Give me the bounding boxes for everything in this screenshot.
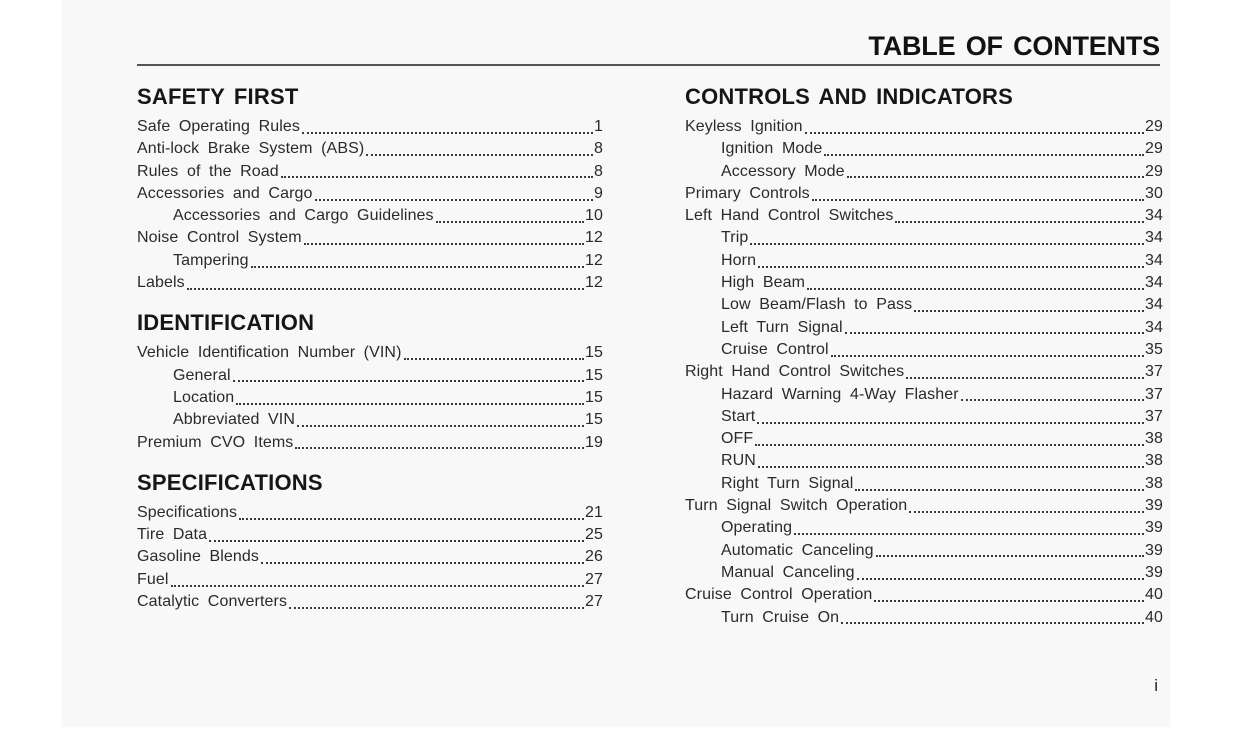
toc-entry-page: 15 xyxy=(585,388,603,406)
toc-entry-label: Noise Control System xyxy=(137,229,302,247)
dot-leader xyxy=(436,205,584,223)
dot-leader xyxy=(906,361,1144,379)
toc-entry xyxy=(685,540,1163,562)
toc-entry xyxy=(685,361,1163,383)
toc-entry xyxy=(137,591,603,613)
section-heading: SAFETY FIRST xyxy=(137,84,299,109)
dot-leader xyxy=(755,428,1144,446)
toc-entry-label: General xyxy=(173,366,231,384)
toc-entry xyxy=(685,584,1163,606)
toc-entry-label: Cruise Control Operation xyxy=(685,586,873,604)
dot-leader xyxy=(295,432,584,450)
toc-entry xyxy=(685,450,1163,472)
dot-leader xyxy=(874,584,1144,602)
toc-entry-label: Low Beam/Flash to Pass xyxy=(721,296,913,314)
toc-entry-label: Specifications xyxy=(137,503,238,521)
dot-leader xyxy=(961,384,1144,402)
toc-entry-label: Rules of the Road xyxy=(137,162,279,180)
toc-entry-label: Left Hand Control Switches xyxy=(685,207,894,225)
toc-entry xyxy=(137,138,603,160)
toc-entry-label: Premium CVO Items xyxy=(137,433,294,451)
toc-entry-page: 27 xyxy=(585,593,603,611)
section-heading: IDENTIFICATION xyxy=(137,310,315,336)
toc-entry-page: 26 xyxy=(585,548,603,566)
toc-entry-page: 12 xyxy=(585,229,603,247)
toc-entry-label: Abbreviated VIN xyxy=(173,411,296,429)
toc-entry-page: 8 xyxy=(594,162,603,180)
toc-entry-label: Manual Canceling xyxy=(721,563,855,581)
dot-leader xyxy=(233,365,584,383)
toc-entry xyxy=(137,409,603,431)
toc-entry xyxy=(137,205,603,227)
toc-entry-label: High Beam xyxy=(721,274,806,292)
toc-entry xyxy=(685,138,1163,160)
toc-entry-label: Keyless Ignition xyxy=(685,118,803,135)
toc-entry-label: Hazard Warning 4-Way Flasher xyxy=(721,385,959,403)
toc-entry-page: 19 xyxy=(585,433,603,451)
toc-entry-label: Horn xyxy=(721,251,757,269)
toc-entry-label: Catalytic Converters xyxy=(137,593,288,611)
dot-leader xyxy=(805,116,1144,134)
toc-entry xyxy=(685,272,1163,294)
toc-entry-label: Tire Data xyxy=(137,526,208,544)
dot-leader xyxy=(876,540,1144,558)
toc-entry-label: Safe Operating Rules xyxy=(137,118,300,135)
toc-entry xyxy=(137,546,603,568)
title-rule xyxy=(137,64,1160,66)
toc-entry xyxy=(685,562,1163,584)
toc-entry xyxy=(137,250,603,272)
toc-entry-page: 29 xyxy=(1145,118,1163,135)
toc-entry xyxy=(137,183,603,205)
toc-entry-label: Fuel xyxy=(137,570,169,588)
toc-entry-label: Accessory Mode xyxy=(721,162,845,180)
dot-leader xyxy=(895,205,1144,223)
dot-leader xyxy=(847,161,1144,179)
toc-entry-label: Gasoline Blends xyxy=(137,548,260,566)
toc-entry-page: 34 xyxy=(1145,207,1163,225)
toc-entry-page: 15 xyxy=(585,366,603,384)
dot-leader xyxy=(304,227,584,245)
toc-entry xyxy=(685,495,1163,517)
toc-entry-page: 34 xyxy=(1145,251,1163,269)
toc-entry-page: 38 xyxy=(1145,452,1163,470)
toc-entry-page: 34 xyxy=(1145,274,1163,292)
toc-entry-page: 39 xyxy=(1145,541,1163,559)
toc-entry-label: Primary Controls xyxy=(685,184,810,202)
dot-leader xyxy=(171,569,584,587)
toc-entry-label: Operating xyxy=(721,519,793,537)
dot-leader xyxy=(845,317,1144,335)
toc-entry xyxy=(685,161,1163,183)
toc-entry-page: 29 xyxy=(1145,140,1163,158)
dot-leader xyxy=(758,250,1144,268)
toc-entry-page: 12 xyxy=(585,274,603,292)
toc-entry-page: 34 xyxy=(1145,229,1163,247)
toc-entry-label: Tampering xyxy=(173,251,249,269)
toc-entry xyxy=(685,607,1163,629)
dot-leader xyxy=(297,409,584,427)
toc-entry-page: 37 xyxy=(1145,363,1163,381)
dot-leader xyxy=(794,517,1144,535)
toc-entry-label: Turn Cruise On xyxy=(721,608,840,626)
toc-entry-label: Right Hand Control Switches xyxy=(685,363,905,381)
toc-entry-page: 39 xyxy=(1145,563,1163,581)
toc-entry-label: Accessories and Cargo Guidelines xyxy=(173,207,434,225)
toc-entry-page: 40 xyxy=(1145,608,1163,626)
toc-entry-label: Labels xyxy=(137,274,185,292)
toc-entry xyxy=(137,342,603,364)
toc-entry xyxy=(685,339,1163,361)
toc-entry-page: 9 xyxy=(594,184,603,202)
toc-entry-label: Automatic Canceling xyxy=(721,541,874,559)
dot-leader xyxy=(841,607,1144,625)
dot-leader xyxy=(366,138,593,156)
dot-leader xyxy=(302,116,593,134)
toc-entry-page: 29 xyxy=(1145,162,1163,180)
toc-entry-label: Left Turn Signal xyxy=(721,318,843,336)
toc-entry xyxy=(137,365,603,387)
toc-entry xyxy=(685,384,1163,406)
toc-column-right xyxy=(685,84,1163,629)
dot-leader xyxy=(289,591,584,609)
dot-leader xyxy=(281,161,593,179)
toc-entry xyxy=(137,387,603,409)
toc-entry-page: 35 xyxy=(1145,340,1163,358)
toc-entry-page: 8 xyxy=(594,140,603,158)
toc-entry-label: Turn Signal Switch Operation xyxy=(685,497,908,515)
toc-entry-label: Accessories and Cargo xyxy=(137,184,313,202)
toc-entry-label: OFF xyxy=(721,430,754,448)
dot-leader xyxy=(855,473,1144,491)
toc-entry xyxy=(137,524,603,546)
toc-entry-page: 40 xyxy=(1145,586,1163,604)
toc-entry xyxy=(685,294,1163,316)
toc-entry-label: Cruise Control xyxy=(721,340,829,358)
dot-leader xyxy=(750,227,1144,245)
toc-entry xyxy=(685,428,1163,450)
toc-entry-label: Right Turn Signal xyxy=(721,474,854,492)
page-number: i xyxy=(1154,676,1158,695)
toc-entry xyxy=(685,205,1163,227)
dot-leader xyxy=(909,495,1144,513)
section-heading: SPECIFICATIONS xyxy=(137,469,323,495)
dot-leader xyxy=(857,562,1144,580)
dot-leader xyxy=(404,342,585,360)
toc-entry-page: 39 xyxy=(1145,519,1163,537)
toc-entry-page: 39 xyxy=(1145,497,1163,515)
dot-leader xyxy=(236,387,584,405)
dot-leader xyxy=(261,546,584,564)
dot-leader xyxy=(824,138,1144,156)
dot-leader xyxy=(807,272,1144,290)
toc-entry xyxy=(685,406,1163,428)
toc-entry-page: 30 xyxy=(1145,184,1163,202)
toc-entry xyxy=(685,517,1163,539)
page-title: TABLE OF CONTENTS xyxy=(868,31,1160,61)
toc-entry-page: 38 xyxy=(1145,430,1163,448)
toc-entry xyxy=(685,250,1163,272)
toc-entry-page: 37 xyxy=(1145,407,1163,425)
dot-leader xyxy=(914,294,1144,312)
toc-entry-page: 34 xyxy=(1145,296,1163,314)
toc-entry xyxy=(137,569,603,591)
toc-entry-label: Start xyxy=(721,407,756,425)
toc-entry-label: Location xyxy=(173,388,235,406)
dot-leader xyxy=(209,524,584,542)
dot-leader xyxy=(757,406,1144,424)
toc-entry-label: Vehicle Identification Number (VIN) xyxy=(137,344,402,362)
toc-entry-page: 21 xyxy=(585,503,603,521)
toc-entry-label: Trip xyxy=(721,229,749,247)
toc-entry-label: RUN xyxy=(721,452,756,470)
dot-leader xyxy=(315,183,593,201)
toc-entry-page: 15 xyxy=(585,411,603,429)
dot-leader xyxy=(831,339,1144,357)
toc-entry-page: 38 xyxy=(1145,474,1163,492)
dot-leader xyxy=(251,250,584,268)
dot-leader xyxy=(239,502,584,520)
toc-entry-page: 25 xyxy=(585,526,603,544)
toc-entry xyxy=(137,116,603,138)
toc-entry-label: Anti-lock Brake System (ABS) xyxy=(137,140,365,158)
toc-entry xyxy=(685,317,1163,339)
toc-column-left xyxy=(137,84,603,613)
toc-entry xyxy=(685,473,1163,495)
dot-leader xyxy=(187,272,584,290)
toc-entry-page: 12 xyxy=(585,251,603,269)
toc-entry-page: 10 xyxy=(585,207,603,225)
dot-leader xyxy=(758,450,1144,468)
toc-entry xyxy=(685,227,1163,249)
toc-entry xyxy=(137,227,603,249)
toc-entry xyxy=(685,116,1163,138)
toc-entry xyxy=(137,432,603,454)
toc-entry-page: 27 xyxy=(585,570,603,588)
toc-entry xyxy=(137,502,603,524)
toc-entry-label: Ignition Mode xyxy=(721,140,823,158)
toc-entry-page: 37 xyxy=(1145,385,1163,403)
toc-entry-page: 34 xyxy=(1145,318,1163,336)
toc-entry-page: 1 xyxy=(594,118,603,135)
toc-entry xyxy=(137,161,603,183)
manual-page xyxy=(62,0,1170,727)
section-heading: CONTROLS AND INDICATORS xyxy=(685,84,1013,109)
toc-entry-page: 15 xyxy=(585,344,603,362)
toc-entry xyxy=(685,183,1163,205)
toc-entry xyxy=(137,272,603,294)
dot-leader xyxy=(812,183,1144,201)
